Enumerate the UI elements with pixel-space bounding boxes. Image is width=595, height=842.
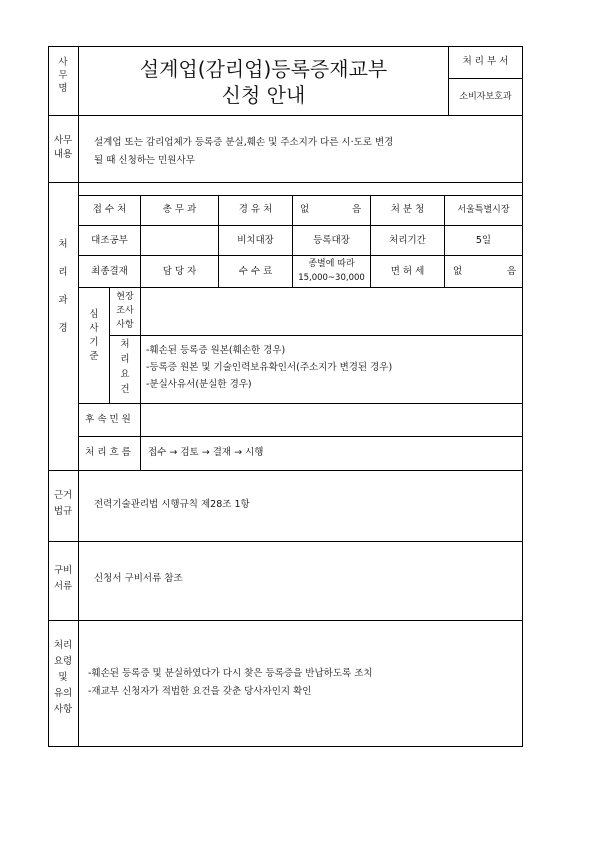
cell-final-approval-label: 최종결재 bbox=[91, 266, 128, 277]
review-criteria-label-text: 심 사 기 준 bbox=[89, 309, 99, 362]
content-label-text: 사무 내용 bbox=[53, 135, 73, 160]
cell-via-value-a: 없 bbox=[300, 204, 310, 215]
cell-fee-value-line-2: 15,000~30,000 bbox=[298, 273, 365, 283]
process-side-label bbox=[48, 238, 78, 336]
cell-license-tax-value-b: 음 bbox=[507, 266, 517, 277]
cell-via-value-b: 음 bbox=[352, 204, 362, 215]
title-line-2: 신청 안내 bbox=[221, 83, 306, 107]
flow-label: 처리흐름 bbox=[85, 447, 134, 458]
cell-final-approval-value: 담 당 자 bbox=[162, 266, 197, 277]
header-side-label-text: 사 무 명 bbox=[58, 57, 68, 94]
dept-value: 소비자보호과 bbox=[459, 92, 512, 102]
cell-via-label: 경 유 처 bbox=[238, 204, 273, 215]
cell-fee-label: 수 수 료 bbox=[238, 266, 273, 277]
followup-label: 후속민원 bbox=[85, 414, 134, 425]
header-side-label bbox=[48, 56, 78, 95]
site-inspection-label bbox=[110, 290, 140, 332]
content-text-line-1: 설계업 또는 감리업체가 등록증 분실,훼손 및 주소지가 다른 시·도로 변경 bbox=[94, 137, 394, 148]
basis-value: 전력기술관리법 시행규칙 제28조 1항 bbox=[94, 499, 250, 510]
docs-value: 신청서 구비서류 참조 bbox=[94, 573, 183, 584]
note-item: -재교부 신청자가 적법한 요건을 갖춘 당사자인지 확인 bbox=[88, 686, 312, 697]
cell-period-value: 5일 bbox=[475, 235, 492, 246]
requirement-item: -등록증 원본 및 기술인력보유확인서(주소지가 변경된 경우) bbox=[146, 362, 393, 373]
requirements-label bbox=[110, 337, 140, 397]
flow-value: 접수 → 검토 → 결재 → 시행 bbox=[148, 447, 264, 458]
note-item: -훼손된 등록증 및 분실하였다가 다시 찾은 등록증을 반납하도록 조치 bbox=[88, 668, 373, 679]
process-side-label-text: 처 리 과 경 bbox=[58, 239, 68, 334]
notes-label bbox=[48, 638, 78, 718]
basis-label-text: 근거 법규 bbox=[53, 490, 73, 517]
dept-label: 처 리 부 서 bbox=[462, 56, 509, 67]
cell-license-tax-label: 면 허 세 bbox=[390, 266, 425, 277]
notes-label-text: 처리 요령 및 유의 사항 bbox=[53, 640, 73, 715]
cell-intake-value: 총 무 과 bbox=[162, 204, 197, 215]
requirements-label-text: 처 리 요 건 bbox=[120, 339, 130, 395]
cell-fee-value-line-1: 종별에 따라 bbox=[308, 259, 355, 269]
docs-label-text: 구비 서류 bbox=[53, 565, 73, 592]
cell-authority-value: 서울특별시장 bbox=[457, 205, 510, 215]
title-line-1: 설계업(감리업)등록증재교부 bbox=[139, 57, 388, 81]
content-label bbox=[48, 134, 78, 162]
docs-label bbox=[48, 563, 78, 595]
content-text-line-2: 될 때 신청하는 민원사무 bbox=[94, 155, 195, 166]
requirement-item: -분실사유서(분실한 경우) bbox=[146, 379, 252, 390]
page-title bbox=[79, 56, 448, 108]
basis-label bbox=[48, 488, 78, 520]
review-criteria-label bbox=[79, 308, 109, 364]
cell-kept-ledger-label: 비치대장 bbox=[237, 235, 274, 246]
cell-kept-ledger-value: 등록대장 bbox=[313, 235, 350, 246]
cell-intake-label: 접 수 처 bbox=[92, 204, 127, 215]
cell-authority-label: 처 분 청 bbox=[390, 204, 425, 215]
site-inspection-label-text: 현장 조사 사항 bbox=[116, 292, 134, 330]
cell-period-label: 처리기간 bbox=[389, 235, 426, 246]
cell-ledger-check-label: 대조공부 bbox=[91, 235, 128, 246]
cell-license-tax-value-a: 없 bbox=[453, 266, 463, 277]
requirement-item: -훼손된 등록증 원본(훼손한 경우) bbox=[146, 345, 286, 356]
